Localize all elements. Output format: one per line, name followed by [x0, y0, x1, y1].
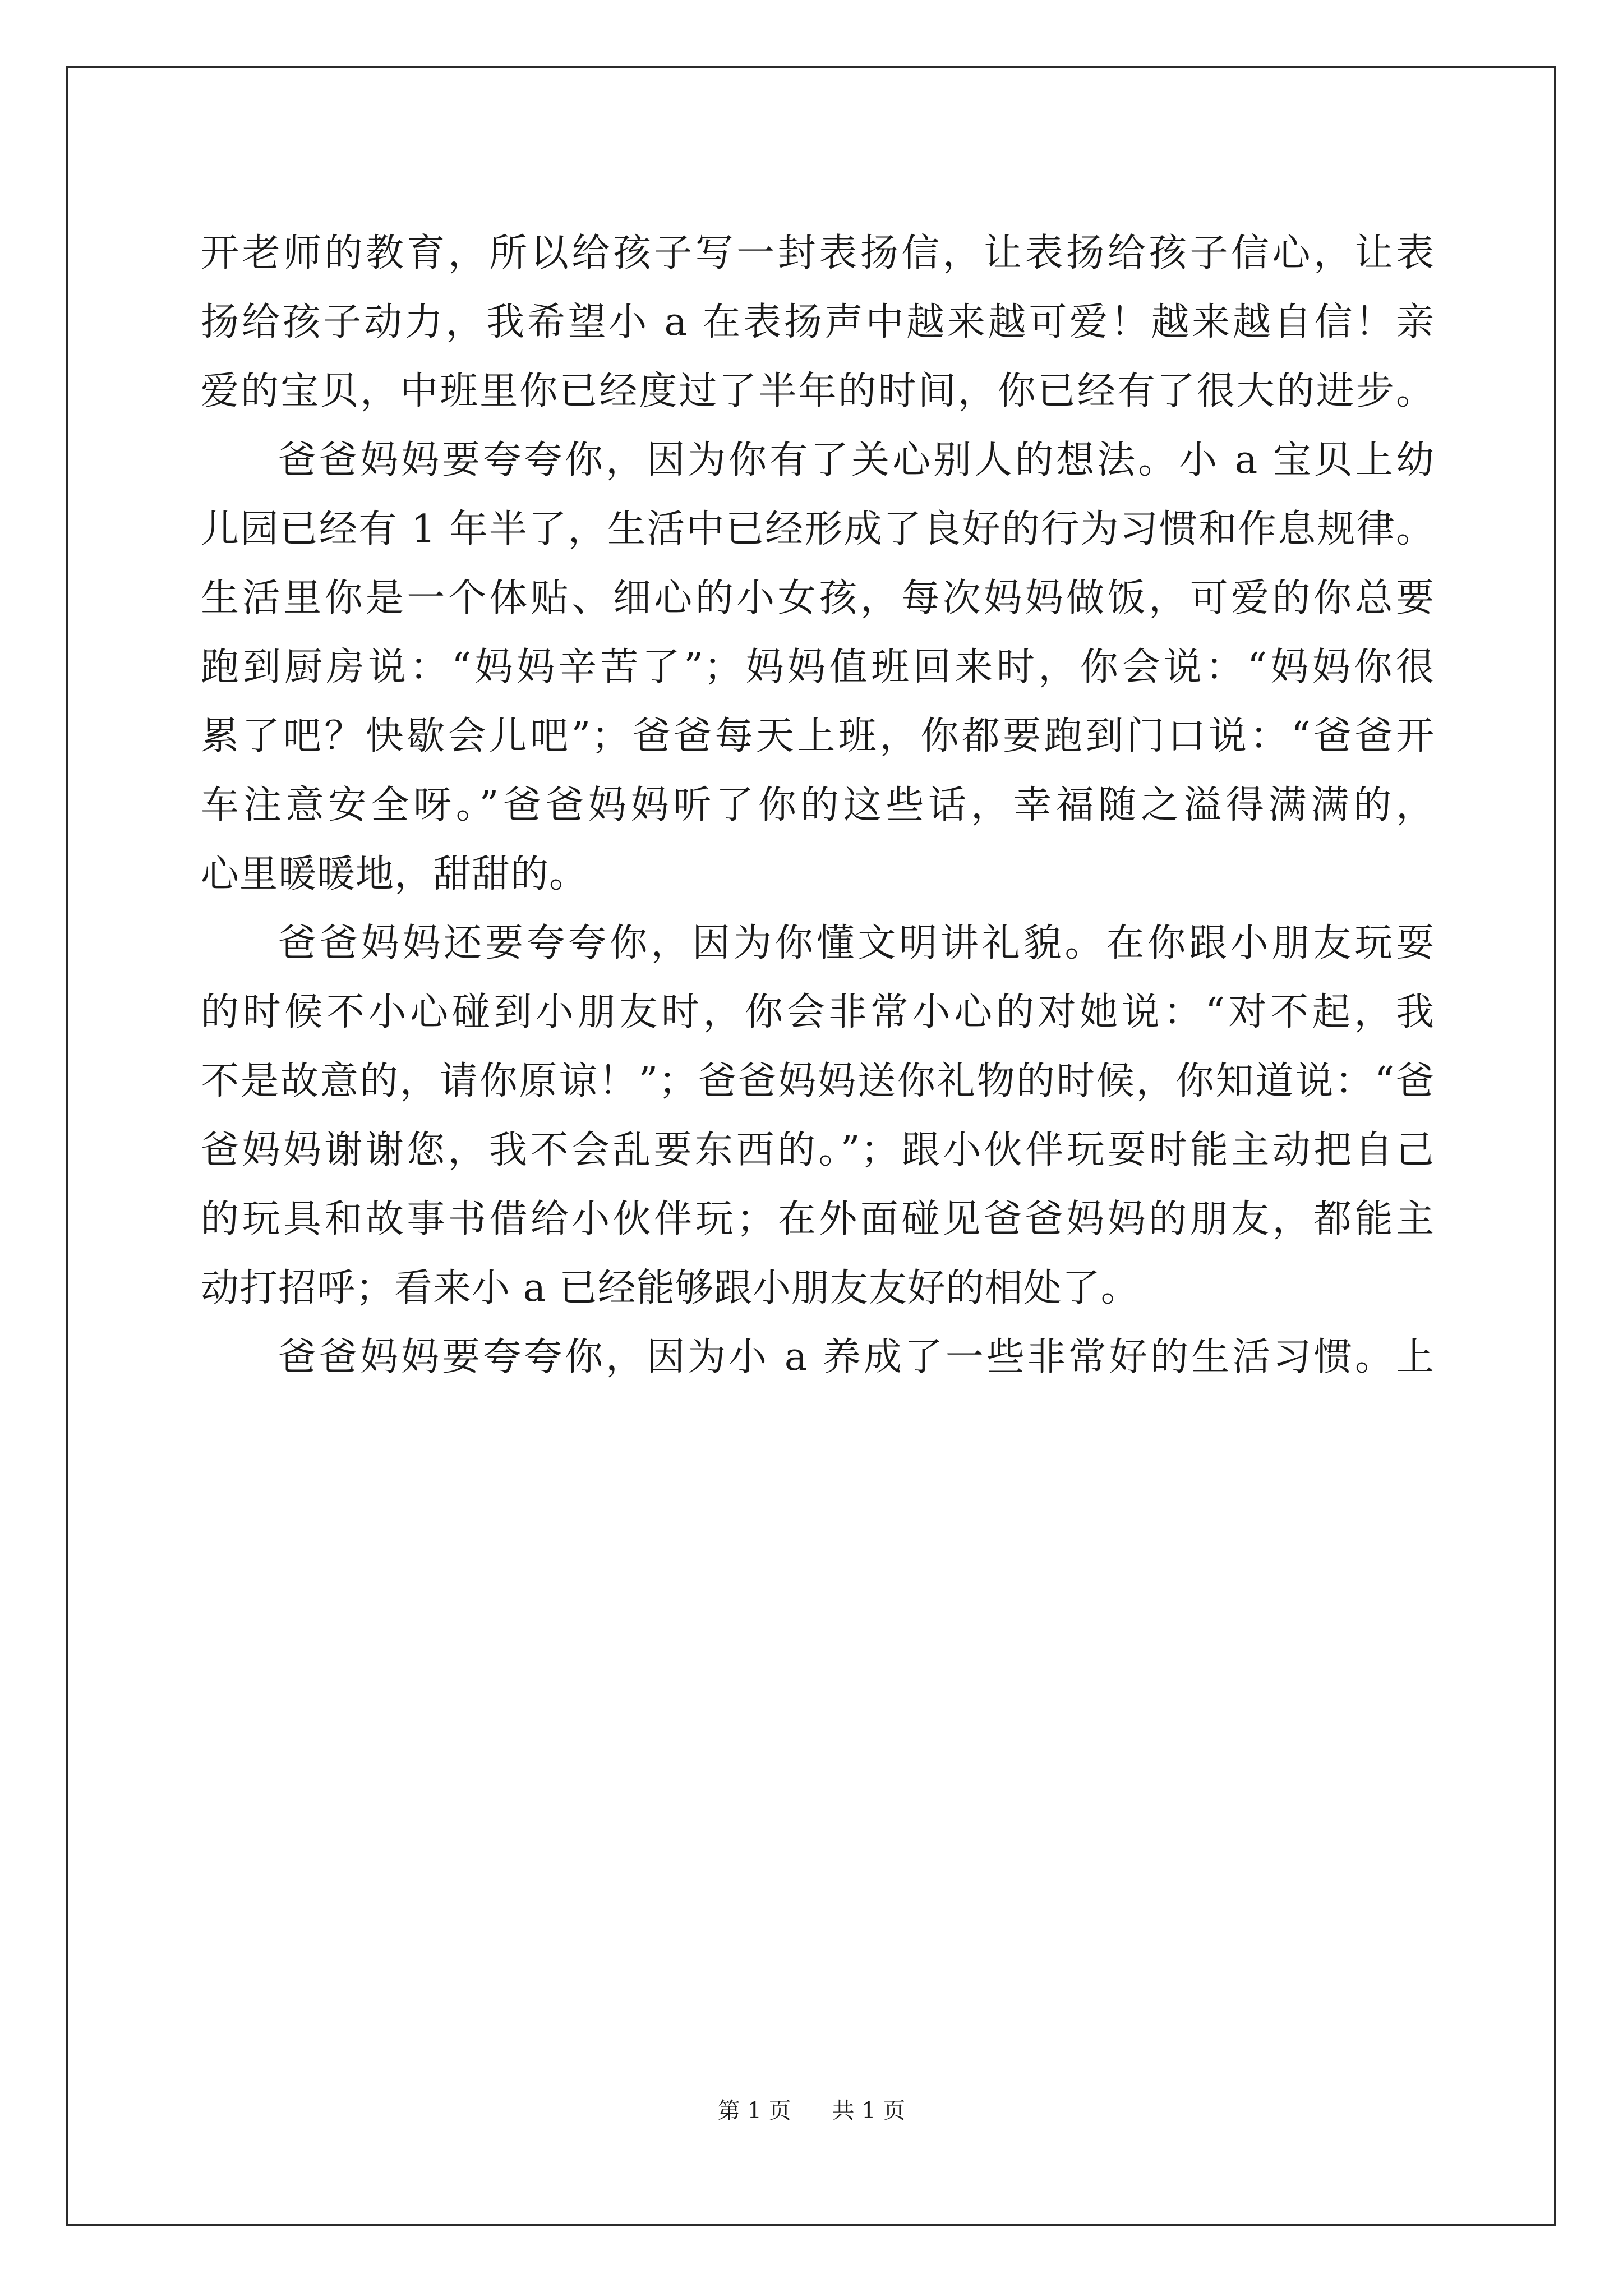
document-body: [201, 219, 1435, 1392]
page-number: 第 1 页: [717, 2098, 791, 2124]
text-line: 扬给孩子动力，我希望小 a 在表扬声中越来越可爱！越来越自信！亲: [201, 300, 1435, 344]
text-line: 车注意安全呀。”爸爸妈妈听了你的这些话，幸福随之溢得满满的，: [201, 783, 1435, 827]
page-footer: [0, 2097, 1623, 2125]
text-line: 爸妈妈谢谢您，我不会乱要东西的。”；跟小伙伴玩耍时能主动把自己: [201, 1128, 1435, 1172]
text-line: 爸爸妈妈要夸夸你，因为你有了关心别人的想法。小 a 宝贝上幼: [278, 438, 1435, 482]
text-line: 的时候不小心碰到小朋友时，你会非常小心的对她说：“对不起，我: [201, 990, 1435, 1034]
page-total: 共 1 页: [832, 2098, 906, 2124]
text-line: 爸爸妈妈还要夸夸你，因为你懂文明讲礼貌。在你跟小朋友玩耍: [278, 921, 1435, 965]
text-line: 开老师的教育，所以给孩子写一封表扬信，让表扬给孩子信心，让表: [201, 231, 1435, 275]
text-line: 不是故意的，请你原谅！”；爸爸妈妈送你礼物的时候，你知道说：“爸: [201, 1059, 1435, 1103]
text-line: 爱的宝贝，中班里你已经度过了半年的时间，你已经有了很大的进步。: [201, 369, 1435, 413]
text-line: 生活里你是一个体贴、细心的小女孩，每次妈妈做饭，可爱的你总要: [201, 576, 1435, 620]
text-line: 动打招呼；看来小 a 已经能够跟小朋友友好的相处了。: [201, 1266, 1140, 1310]
text-line: 跑到厨房说：“妈妈辛苦了”；妈妈值班回来时，你会说：“妈妈你很: [201, 645, 1435, 689]
text-line: 累了吧？快歇会儿吧”；爸爸每天上班，你都要跑到门口说：“爸爸开: [201, 714, 1435, 758]
text-line: 心里暖暖地，甜甜的。: [201, 852, 588, 896]
text-line: 的玩具和故事书借给小伙伴玩；在外面碰见爸爸妈妈的朋友，都能主: [201, 1197, 1435, 1241]
text-line: 儿园已经有 1 年半了，生活中已经形成了良好的行为习惯和作息规律。: [201, 507, 1435, 551]
text-line: 爸爸妈妈要夸夸你，因为小 a 养成了一些非常好的生活习惯。上: [278, 1335, 1435, 1379]
